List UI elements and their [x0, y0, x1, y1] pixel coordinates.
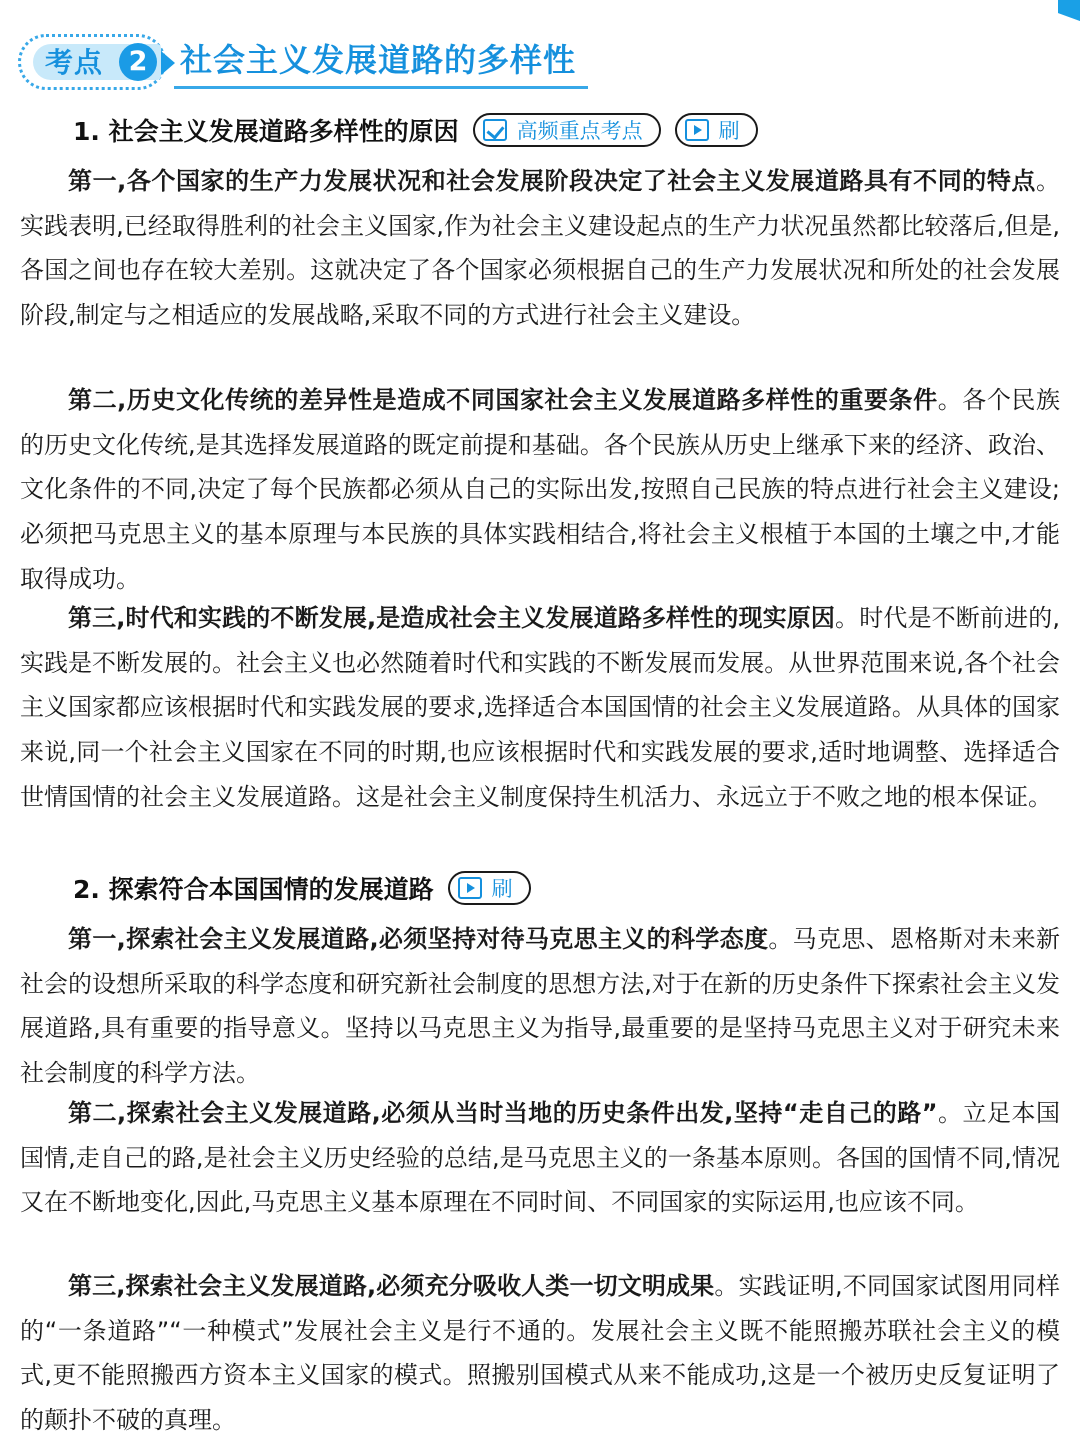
topic-badge-number: 2: [119, 43, 157, 81]
paragraph-5: [20, 1091, 1060, 1225]
paragraph-4-lead: 第一,探索社会主义发展道路,必须坚持对待马克思主义的科学态度: [68, 925, 769, 953]
section-1-title: 1. 社会主义发展道路多样性的原因: [73, 117, 459, 146]
checklist-icon: [483, 119, 507, 141]
corner-decoration: [1058, 0, 1080, 44]
brush-video-tag[interactable]: [675, 113, 758, 147]
paragraph-1-body: 。实践表明,已经取得胜利的社会主义国家,作为社会主义建设起点的生产力状况虽然都比较落后,但是,各国之间也存在较大差别。这就决定了各个国家必须根据自己的生产力发展状况和所处的社会发展阶段,制定与之相适应的发展战略,采取不同的方式进行社会主义建设。: [20, 167, 1060, 330]
arrow-right-icon: [161, 51, 175, 75]
paragraph-6-body: 。实践证明,不同国家试图用同样的“一条道路”“一种模式”发展社会主义是行不通的。发展社会主义既不能照搬苏联社会主义的模式,更不能照搬西方资本主义国家的模式。照搬别国模式从来不能成功,这是一个被历史反复证明了的颠扑不破的真理。: [20, 1272, 1060, 1435]
paragraph-3-lead: 第三,时代和实践的不断发展,是造成社会主义发展道路多样性的现实原因: [68, 604, 836, 632]
paragraph-3: [20, 596, 1060, 820]
brush-video-tag-2[interactable]: [448, 871, 531, 905]
high-frequency-tag[interactable]: [473, 113, 661, 147]
paragraph-1-lead: 第一,各个国家的生产力发展状况和社会发展阶段决定了社会主义发展道路具有不同的特点: [68, 167, 1036, 195]
brush-label-2: 刷: [491, 877, 513, 901]
paragraph-2-lead: 第二,历史文化传统的差异性是造成不同国家社会主义发展道路多样性的重要条件: [68, 386, 938, 414]
video-icon: [685, 119, 709, 141]
section-1-heading: [73, 108, 758, 152]
topic-header: [18, 34, 1058, 92]
title-underline: [174, 86, 588, 89]
brush-label: 刷: [718, 119, 740, 143]
topic-badge-label: 考点: [45, 46, 104, 79]
section-2-heading: [73, 866, 531, 910]
paragraph-6: [20, 1264, 1060, 1443]
topic-badge: [18, 34, 166, 90]
paragraph-4: [20, 917, 1060, 1096]
paragraph-4-body: 。马克思、恩格斯对未来新社会的设想所采取的科学态度和研究新社会制度的思想方法,对于在新的历史条件下探索社会主义发展道路,具有重要的指导意义。坚持以马克思主义为指导,最重要的是坚持马克思主义对于研究未来社会制度的科学方法。: [20, 925, 1061, 1088]
paragraph-5-body: 。立足本国国情,走自己的路,是社会主义历史经验的总结,是马克思主义的一条基本原则。各国的国情不同,情况又在不断地变化,因此,马克思主义基本原理在不同时间、不同国家的实际运用,也应该不同。: [20, 1099, 1060, 1217]
paragraph-1: [20, 159, 1060, 338]
paragraph-6-lead: 第三,探索社会主义发展道路,必须充分吸收人类一切文明成果: [68, 1272, 715, 1300]
paragraph-5-lead: 第二,探索社会主义发展道路,必须从当时当地的历史条件出发,坚持“走自己的路”: [68, 1099, 938, 1127]
video-icon: [458, 877, 482, 899]
paragraph-2: [20, 378, 1060, 602]
section-2-title: 2. 探索符合本国国情的发展道路: [73, 875, 434, 904]
high-frequency-label: 高频重点考点: [516, 119, 643, 143]
topic-title: 社会主义发展道路的多样性: [180, 41, 577, 79]
paragraph-3-body: 。时代是不断前进的,实践是不断发展的。社会主义也必然随着时代和实践的不断发展而发展。从世界范围来说,各个社会主义国家都应该根据时代和实践发展的要求,选择适合本国国情的社会主义发展道路。从具体的国家来说,同一个社会主义国家在不同的时期,也应该根据时代和实践发展的要求,适时地调整、选择适合世情国情的社会主义发展道路。这是社会主义制度保持生机活力、永远立于不败之地的根本保证。: [20, 604, 1060, 811]
paragraph-2-body: 。各个民族的历史文化传统,是其选择发展道路的既定前提和基础。各个民族从历史上继承下来的经济、政治、文化条件的不同,决定了每个民族都必须从自己的实际出发,按照自己民族的特点进行社会主义建设;必须把马克思主义的基本原理与本民族的具体实践相结合,将社会主义根植于本国的土壤之中,才能取得成功。: [20, 386, 1060, 593]
